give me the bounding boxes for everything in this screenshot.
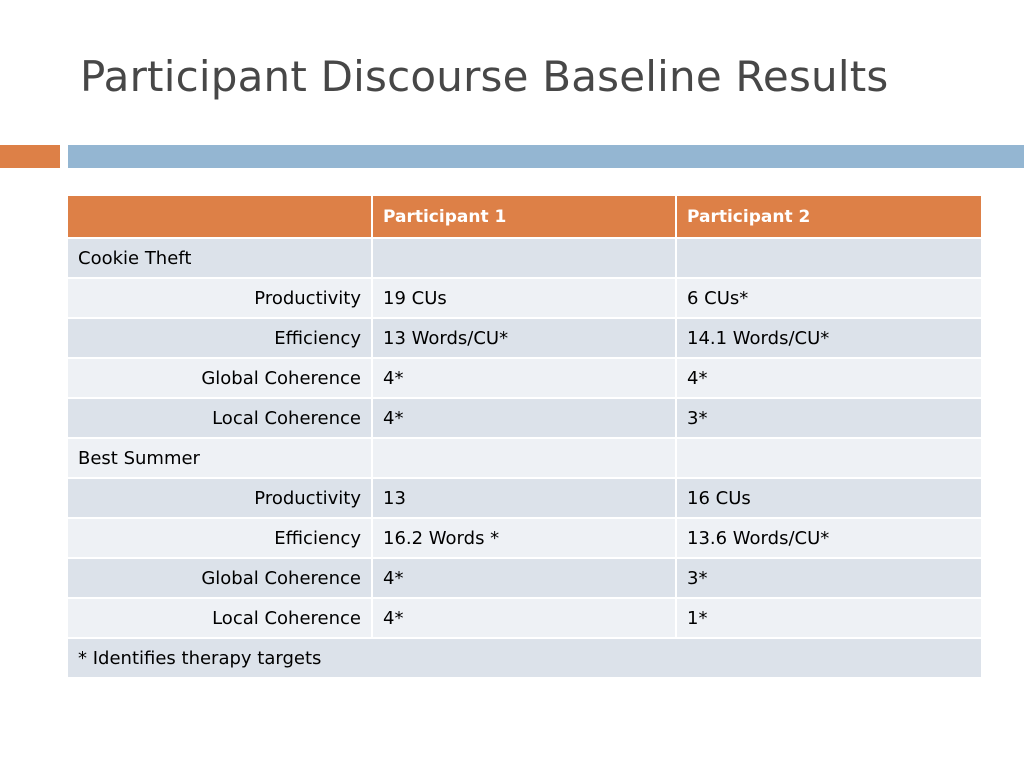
table-cell: 4* (676, 358, 981, 398)
table-header-row (68, 196, 981, 238)
metric-label: Global Coherence (68, 358, 372, 398)
table-cell (372, 238, 676, 278)
table-cell (372, 438, 676, 478)
table-cell: 4* (372, 358, 676, 398)
results-table (68, 196, 981, 679)
accent-bar-orange (0, 145, 60, 168)
metric-label: Efficiency (68, 318, 372, 358)
table-cell: 13.6 Words/CU* (676, 518, 981, 558)
table-cell (676, 438, 981, 478)
table-cell: 16.2 Words * (372, 518, 676, 558)
slide-title: Participant Discourse Baseline Results (80, 52, 889, 101)
table-cell: 13 (372, 478, 676, 518)
table-cell: 6 CUs* (676, 278, 981, 318)
table-cell: 1* (676, 598, 981, 638)
table-row (68, 598, 981, 638)
table-cell: 13 Words/CU* (372, 318, 676, 358)
section-label: Best Summer (68, 438, 372, 478)
metric-label: Local Coherence (68, 598, 372, 638)
section-label: Cookie Theft (68, 238, 372, 278)
table-cell: 19 CUs (372, 278, 676, 318)
table-row (68, 558, 981, 598)
table-row (68, 278, 981, 318)
table-cell: 4* (372, 558, 676, 598)
table-cell: 4* (372, 398, 676, 438)
table-cell: 3* (676, 558, 981, 598)
metric-label: Productivity (68, 278, 372, 318)
table-row (68, 478, 981, 518)
table-row-section-cookie-theft (68, 238, 981, 278)
header-cell-empty (68, 196, 372, 238)
table-row (68, 398, 981, 438)
table-cell: 3* (676, 398, 981, 438)
metric-label: Efficiency (68, 518, 372, 558)
table-row-section-best-summer (68, 438, 981, 478)
table-cell: 4* (372, 598, 676, 638)
table-row (68, 518, 981, 558)
footnote: * Identifies therapy targets (68, 638, 981, 678)
metric-label: Productivity (68, 478, 372, 518)
metric-label: Global Coherence (68, 558, 372, 598)
table-cell: 14.1 Words/CU* (676, 318, 981, 358)
header-cell-participant-1: Participant 1 (372, 196, 676, 238)
table-cell (676, 238, 981, 278)
table-cell: 16 CUs (676, 478, 981, 518)
table-row (68, 318, 981, 358)
table-row (68, 358, 981, 398)
header-cell-participant-2: Participant 2 (676, 196, 981, 238)
metric-label: Local Coherence (68, 398, 372, 438)
accent-bar-blue (68, 145, 1024, 168)
table-footnote-row (68, 638, 981, 678)
